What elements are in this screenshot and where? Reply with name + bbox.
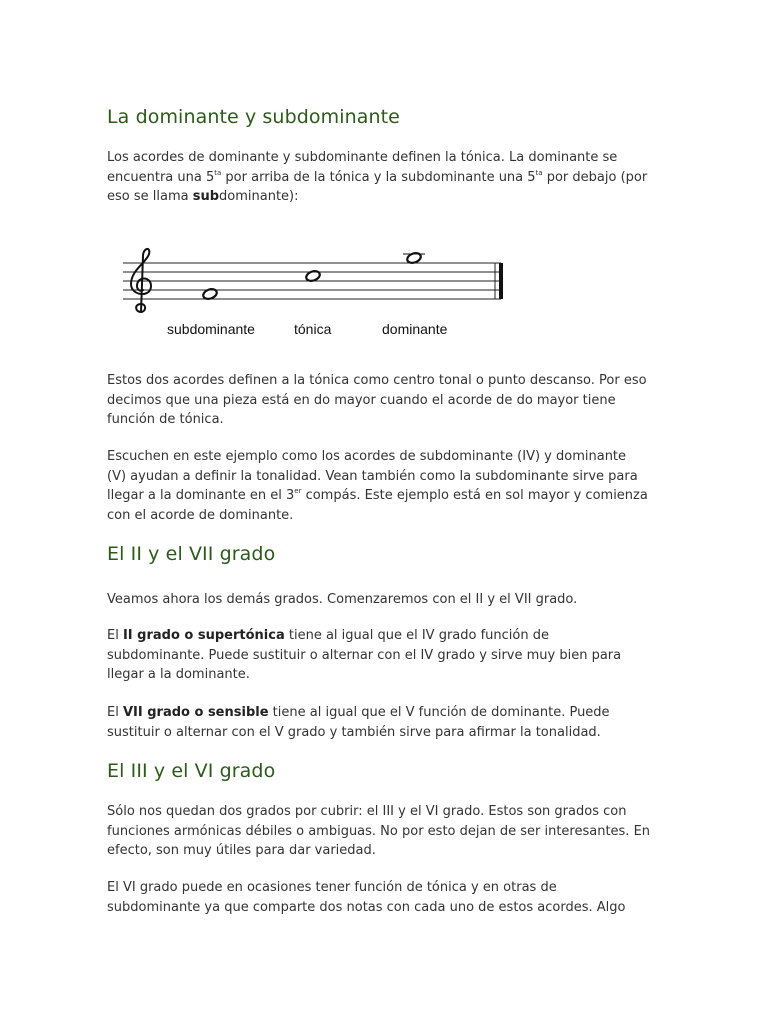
- heading-dominante-subdominante: La dominante y subdominante: [107, 106, 400, 128]
- paragraph-supertonica: El II grado o supertónica tiene al igual que el IV grado función de subdominante. Puede sustituir o alternar con el IV grado y sirve muy bien para llegar a la dominante.: [107, 628, 622, 682]
- bold-sensible: VII grado o sensible: [122, 705, 269, 720]
- label-tonica: tónica: [294, 321, 332, 337]
- paragraph-veamos: Veamos ahora los demás grados. Comenzaremos con el II y el VII grado.: [107, 592, 578, 607]
- final-barline: [499, 263, 503, 299]
- label-dominante: dominante: [382, 321, 448, 337]
- bold-supertonica: II grado o supertónica: [122, 628, 285, 643]
- paragraph-sensible: El VII grado o sensible tiene al igual que el V función de dominante. Puede sustituir o alternar con el V grado y también sirve para afirmar la tonalidad.: [107, 705, 610, 740]
- treble-clef-icon: [131, 249, 151, 312]
- bold-sub: sub: [192, 189, 220, 204]
- staff-svg: [121, 240, 521, 320]
- paragraph-intro: Los acordes de dominante y subdominante definen la tónica. La dominante se encuentra una $5^{ta}$ por arriba de la tónica y la subdominante una $5^{ta}$ por debajo (por eso se llama subdominante):: [107, 150, 648, 204]
- heading-iii-vi-grado: El III y el VI grado: [107, 760, 276, 782]
- paragraph-solo-nos-quedan: Sólo nos quedan dos grados por cubrir: el III y el VI grado. Estos son grados con funciones armónicas débiles o ambiguas. No por esto dejan de ser interesantes. En efecto, son muy útiles para dar variedad.: [107, 804, 651, 858]
- music-staff-figure: [121, 240, 521, 340]
- paragraph-tonica-centro: Estos dos acordes definen a la tónica como centro tonal o punto descanso. Por eso decimos que una pieza está en do mayor cuando el acorde de do mayor tiene función de tónica.: [107, 373, 647, 427]
- heading-ii-vii-grado: El II y el VII grado: [107, 543, 276, 565]
- paragraph-ejemplo: Escuchen en este ejemplo como los acordes de subdominante (IV) y dominante (V) ayudan a definir la tonalidad. Vean también como la subdominante sirve para llegar a la dominante en el 3er compás. Este ejemplo está en sol mayor y comienza con el acorde de dominante.: [107, 449, 648, 523]
- paragraph-vi-grado: El VI grado puede en ocasiones tener función de tónica y en otras de subdominante ya que comparte dos notas con cada uno de estos acordes. Algo: [107, 880, 626, 915]
- label-subdominante: subdominante: [167, 321, 255, 337]
